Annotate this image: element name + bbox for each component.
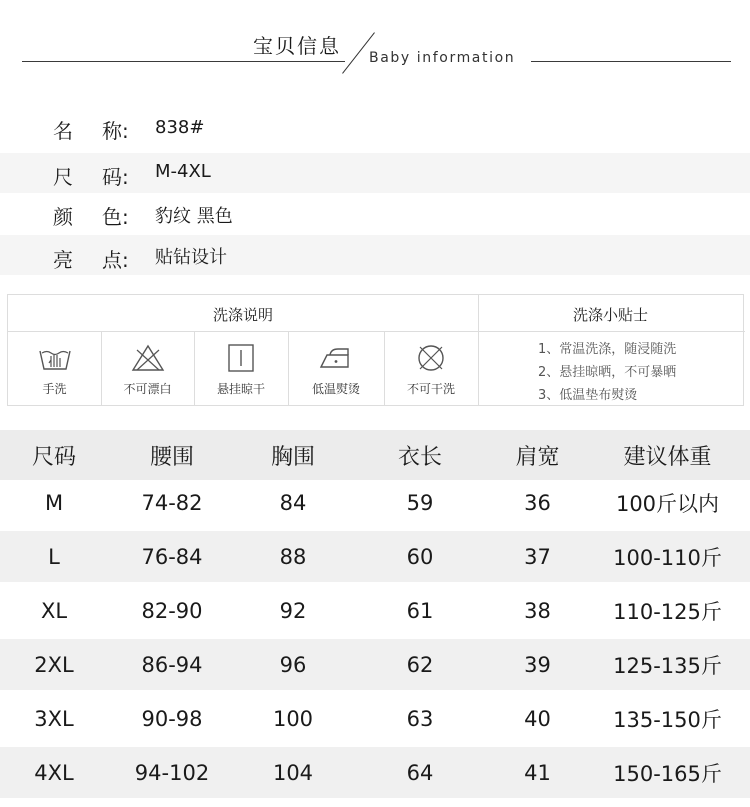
size-table-cell: 74-82	[141, 490, 203, 515]
care-symbol-no-dry-clean	[384, 332, 478, 405]
size-table-cell: 100-110斤	[613, 545, 722, 570]
low-iron-icon	[318, 343, 354, 373]
size-table-cell: 125-135斤	[613, 653, 722, 678]
size-table-cell: 94-102	[134, 760, 210, 785]
care-title-right: 洗涤小贴士	[572, 306, 648, 324]
size-table-header-cell: 尺码	[31, 444, 76, 470]
info-row-color	[0, 193, 750, 233]
size-table-cell: 4XL	[34, 760, 74, 785]
size-table-row	[0, 477, 750, 528]
size-table-header-cell: 衣长	[397, 444, 442, 470]
size-table-cell: 104	[272, 760, 314, 785]
size-table-header	[0, 430, 750, 480]
size-table-cell: 110-125斤	[613, 599, 722, 624]
size-table-cell: 82-90	[141, 598, 203, 623]
size-table-cell: 135-150斤	[613, 707, 722, 732]
care-symbol-label: 手洗	[42, 382, 67, 396]
size-table-cell: 84	[279, 490, 307, 515]
size-table-cell: 100斤以内	[615, 491, 720, 516]
size-table-header-cell: 腰围	[149, 444, 194, 470]
care-symbol-no-bleach	[101, 332, 194, 405]
care-tip: 2、悬挂晾晒，不可暴晒	[538, 365, 677, 380]
size-table-cell: 39	[524, 652, 551, 677]
info-key: 名	[53, 119, 73, 143]
size-table-header-cell: 建议体重	[623, 444, 712, 470]
care-symbol-label: 低温熨烫	[311, 382, 360, 396]
size-table-header-cell: 肩宽	[515, 444, 560, 470]
size-table-cell: 62	[406, 652, 434, 677]
size-table-cell: 59	[406, 490, 434, 515]
care-tip: 3、低温垫布熨烫	[538, 388, 638, 403]
size-table-cell: 90-98	[141, 706, 203, 731]
size-table-cell: 37	[524, 544, 551, 569]
care-symbol-label: 不可干洗	[406, 382, 455, 396]
info-key: 称:	[102, 119, 129, 143]
size-table-cell: 38	[524, 598, 551, 623]
size-table-cell: 100	[272, 706, 314, 731]
size-table-row	[0, 585, 750, 636]
size-table-row	[0, 693, 750, 744]
info-row-size	[0, 153, 750, 193]
header-title-en: Baby information	[369, 50, 516, 66]
size-table-cell: 63	[406, 706, 434, 731]
care-symbol-hang-dry	[194, 332, 288, 405]
size-table-cell: 41	[524, 760, 551, 785]
info-value: M-4XL	[155, 161, 211, 182]
size-table-row	[0, 639, 750, 690]
header-divider-right	[531, 61, 731, 62]
info-value: 838#	[155, 117, 205, 138]
info-row-highlight	[0, 235, 750, 275]
care-symbol-label: 不可漂白	[123, 382, 172, 396]
size-table-cell: 150-165斤	[613, 761, 722, 786]
hand-wash-icon	[38, 343, 72, 373]
no-dry-clean-icon	[414, 343, 448, 373]
info-key: 亮	[53, 248, 73, 272]
size-table-cell: 64	[406, 760, 434, 785]
size-table-cell: 86-94	[141, 652, 203, 677]
size-table-cell: 61	[406, 598, 434, 623]
size-table-row	[0, 747, 750, 798]
info-key: 色:	[102, 205, 129, 229]
info-value: 贴钻设计	[155, 247, 227, 268]
size-table-row	[0, 531, 750, 582]
size-table-cell: M	[44, 490, 64, 515]
size-table-cell: XL	[40, 598, 68, 623]
hang-dry-icon	[224, 343, 258, 373]
care-title-left: 洗涤说明	[212, 306, 273, 324]
care-symbol-label: 悬挂晾干	[216, 382, 265, 396]
no-bleach-icon	[131, 343, 165, 373]
header-divider-left	[22, 61, 345, 62]
care-symbol-low-iron	[288, 332, 384, 405]
care-tip: 1、常温洗涤，随浸随洗	[538, 342, 677, 357]
size-table-cell: 96	[279, 652, 307, 677]
size-table-cell: 2XL	[34, 652, 74, 677]
size-table-cell: 88	[279, 544, 307, 569]
size-table-cell: 92	[279, 598, 307, 623]
care-symbol-hand-wash	[8, 332, 101, 405]
care-instructions-table	[7, 294, 744, 406]
size-table-cell: 36	[524, 490, 551, 515]
size-table-cell: 40	[524, 706, 551, 731]
info-key: 颜	[53, 205, 73, 229]
info-key: 码:	[102, 165, 129, 189]
info-value: 豹纹 黑色	[155, 206, 233, 227]
info-key: 点:	[102, 248, 129, 272]
info-key: 尺	[53, 165, 73, 189]
header-title-cn: 宝贝信息	[253, 34, 341, 58]
size-table-cell: L	[48, 544, 60, 569]
size-table-cell: 76-84	[141, 544, 203, 569]
size-table-cell: 60	[406, 544, 434, 569]
info-row-name	[0, 108, 750, 148]
size-table-cell: 3XL	[34, 706, 74, 731]
size-table-header-cell: 胸围	[270, 444, 315, 470]
